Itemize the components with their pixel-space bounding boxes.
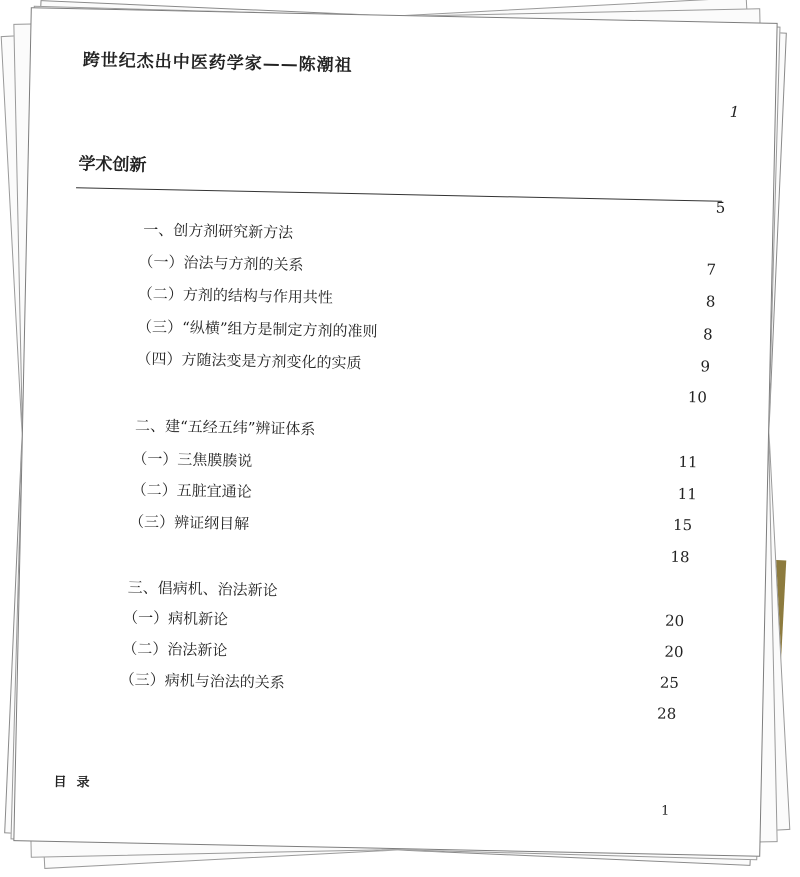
section-page-number: 5 <box>715 198 726 217</box>
toc-item-page-number: 8 <box>705 292 716 311</box>
toc-page <box>13 7 777 856</box>
toc-item: （一）三焦膜腠说 <box>132 449 253 471</box>
toc-item-page-number: 15 <box>672 515 693 535</box>
toc-item-page-number: 20 <box>664 642 684 662</box>
part-heading: 一、创方剂研究新方法 <box>142 220 294 242</box>
toc-item: （三）辨证纲目解 <box>128 512 250 533</box>
section-heading: 学术创新 <box>78 154 147 176</box>
toc-item: （一）病机新论 <box>122 608 229 629</box>
toc-item-page-number: 11 <box>677 484 698 504</box>
page-footer-label: 目录 <box>53 774 100 791</box>
toc-item-page-number: 10 <box>687 388 708 407</box>
toc-item: （三）“纵横”组方是制定方剂的准则 <box>136 317 378 341</box>
toc-item: （二）五脏宜通论 <box>131 480 252 502</box>
toc-item: （四）方随法变是方剂变化的实质 <box>136 349 362 373</box>
toc-item: （二）方剂的结构与作用共性 <box>137 284 334 307</box>
toc-item: （一）治法与方剂的关系 <box>138 252 304 275</box>
toc-item-page-number: 28 <box>656 704 677 723</box>
toc-item: （三）病机与治法的关系 <box>119 670 285 692</box>
book-title-page-number: 1 <box>729 102 740 122</box>
toc-item-page-number: 8 <box>702 325 713 344</box>
part-heading: 三、倡病机、治法新论 <box>127 578 278 600</box>
toc-item-page-number: 9 <box>700 357 711 376</box>
part-heading: 二、建“五经五纬”辨证体系 <box>134 416 316 439</box>
page-footer-number: 1 <box>660 803 670 819</box>
part-heading-page-number: 11 <box>678 452 698 472</box>
part-heading-page-number: 20 <box>664 611 685 631</box>
part-heading-page-number: 7 <box>706 260 717 279</box>
toc-item-page-number: 25 <box>659 673 680 692</box>
toc-item-page-number: 18 <box>670 547 690 567</box>
book-title: 跨世纪杰出中医药学家——陈潮祖 <box>82 50 353 77</box>
section-divider <box>76 187 722 202</box>
toc-item: （二）治法新论 <box>122 639 228 660</box>
